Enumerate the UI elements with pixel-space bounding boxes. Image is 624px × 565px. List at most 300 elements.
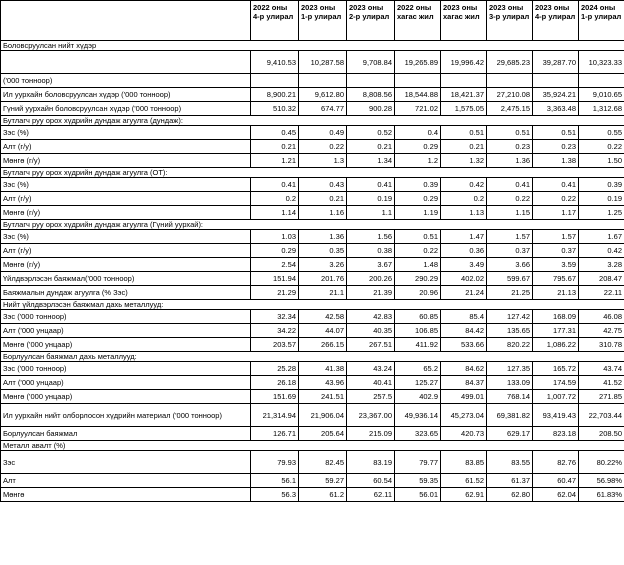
value-cell (487, 41, 533, 51)
value-cell: 1.48 (395, 258, 441, 272)
table-row (1, 244, 624, 258)
header-row (1, 1, 624, 41)
value-cell: 127.42 (487, 310, 533, 324)
value-cell: 49,936.14 (395, 404, 441, 427)
value-cell: 0.35 (299, 244, 347, 258)
value-cell: 0.4 (395, 126, 441, 140)
value-cell: 1.36 (299, 230, 347, 244)
section-row (1, 220, 624, 230)
value-cell: 69,381.82 (487, 404, 533, 427)
value-cell: 0.51 (487, 126, 533, 140)
row-label: Алт (г/у) (1, 244, 251, 258)
value-cell: 402.02 (441, 272, 487, 286)
column-header: 2023 оны 1-р улирал (299, 1, 347, 41)
table-row (1, 404, 624, 427)
value-cell: 45,273.04 (441, 404, 487, 427)
value-cell: 290.29 (395, 272, 441, 286)
value-cell: 533.66 (441, 338, 487, 352)
value-cell: 1,007.72 (533, 390, 579, 404)
value-cell: 0.55 (579, 126, 624, 140)
value-cell: 0.22 (299, 140, 347, 154)
row-label: Зэс (%) (1, 230, 251, 244)
value-cell: 27,210.08 (487, 88, 533, 102)
value-cell: 3.49 (441, 258, 487, 272)
value-cell: 0.51 (395, 230, 441, 244)
value-cell: 59.27 (299, 474, 347, 488)
value-cell (251, 168, 299, 178)
column-header: 2024 оны 1-р улирал (579, 1, 624, 41)
value-cell: 40.41 (347, 376, 395, 390)
value-cell: 44.07 (299, 324, 347, 338)
section-row (1, 441, 624, 451)
value-cell: 165.72 (533, 362, 579, 376)
value-cell: 1.16 (299, 206, 347, 220)
value-cell: 10,287.58 (299, 51, 347, 74)
value-cell (441, 116, 487, 126)
value-cell: 0.49 (299, 126, 347, 140)
value-cell (395, 300, 441, 310)
value-cell: 1.14 (251, 206, 299, 220)
value-cell: 8,808.56 (347, 88, 395, 102)
value-cell: 208.50 (579, 427, 624, 441)
table-row (1, 338, 624, 352)
value-cell: 510.32 (251, 102, 299, 116)
table-row (1, 324, 624, 338)
table-row (1, 140, 624, 154)
value-cell: 133.09 (487, 376, 533, 390)
value-cell: 323.65 (395, 427, 441, 441)
value-cell: 62.11 (347, 488, 395, 502)
value-cell: 42.83 (347, 310, 395, 324)
value-cell: 22.11 (579, 286, 624, 300)
value-cell: 1.03 (251, 230, 299, 244)
value-cell (441, 300, 487, 310)
value-cell (347, 116, 395, 126)
value-cell: 62.04 (533, 488, 579, 502)
value-cell: 215.09 (347, 427, 395, 441)
value-cell: 0.29 (251, 244, 299, 258)
column-header: 2023 оны хагас жил (441, 1, 487, 41)
value-cell (533, 220, 579, 230)
value-cell (487, 441, 533, 451)
row-label: Алт (1, 474, 251, 488)
value-cell: 200.26 (347, 272, 395, 286)
row-label: Боловсруулсан нийт хүдэр (1, 41, 251, 51)
row-label: Алт (г/у) (1, 140, 251, 154)
value-cell: 1.34 (347, 154, 395, 168)
value-cell (579, 441, 624, 451)
value-cell: 21.13 (533, 286, 579, 300)
value-cell: 42.58 (299, 310, 347, 324)
column-header: 2022 оны 4-р улирал (251, 1, 299, 41)
table-row (1, 427, 624, 441)
value-cell: 106.85 (395, 324, 441, 338)
value-cell: 0.19 (347, 192, 395, 206)
value-cell: 1.36 (487, 154, 533, 168)
value-cell (441, 441, 487, 451)
value-cell (299, 168, 347, 178)
value-cell: 402.9 (395, 390, 441, 404)
value-cell: 0.42 (579, 244, 624, 258)
value-cell: 201.76 (299, 272, 347, 286)
value-cell: 0.39 (579, 178, 624, 192)
value-cell (395, 168, 441, 178)
value-cell (251, 74, 299, 88)
value-cell: 795.67 (533, 272, 579, 286)
value-cell (441, 352, 487, 362)
value-cell: 62.91 (441, 488, 487, 502)
value-cell: 0.51 (533, 126, 579, 140)
value-cell: 0.19 (579, 192, 624, 206)
table-row (1, 126, 624, 140)
row-label: Нийт үйлдвэрлэсэн баяжмал дахь металлууд: (1, 300, 251, 310)
value-cell: 266.15 (299, 338, 347, 352)
value-cell: 0.2 (251, 192, 299, 206)
value-cell (251, 220, 299, 230)
table-row (1, 286, 624, 300)
value-cell: 84.37 (441, 376, 487, 390)
row-label: Мөнгө (1, 488, 251, 502)
table-row (1, 102, 624, 116)
value-cell: 0.42 (441, 178, 487, 192)
value-cell: 20.96 (395, 286, 441, 300)
value-cell: 177.31 (533, 324, 579, 338)
value-cell: 60.54 (347, 474, 395, 488)
value-cell: 0.36 (441, 244, 487, 258)
value-cell (299, 116, 347, 126)
value-cell: 41.52 (579, 376, 624, 390)
value-cell: 174.59 (533, 376, 579, 390)
value-cell: 1.57 (533, 230, 579, 244)
value-cell (251, 352, 299, 362)
value-cell: 0.37 (533, 244, 579, 258)
value-cell: 1.21 (251, 154, 299, 168)
value-cell: 0.21 (347, 140, 395, 154)
header-label-cell (1, 1, 251, 41)
row-label: Зэс (%) (1, 178, 251, 192)
row-label: Мөнгө ('000 унцаар) (1, 390, 251, 404)
value-cell: 42.75 (579, 324, 624, 338)
value-cell: 93,419.43 (533, 404, 579, 427)
value-cell (441, 168, 487, 178)
table-row (1, 230, 624, 244)
value-cell: 34.22 (251, 324, 299, 338)
value-cell: 721.02 (395, 102, 441, 116)
value-cell (533, 168, 579, 178)
table-row (1, 74, 624, 88)
value-cell: 0.51 (441, 126, 487, 140)
value-cell: 26.18 (251, 376, 299, 390)
row-label: Мөнгө (г/у) (1, 206, 251, 220)
value-cell (251, 41, 299, 51)
value-cell: 0.22 (487, 192, 533, 206)
value-cell: 0.23 (487, 140, 533, 154)
value-cell (533, 116, 579, 126)
value-cell: 79.77 (395, 451, 441, 474)
column-header: 2022 оны хагас жил (395, 1, 441, 41)
row-label: Алт (г/у) (1, 192, 251, 206)
value-cell (299, 220, 347, 230)
value-cell: 1.2 (395, 154, 441, 168)
row-label: Алт ('000 унцаар) (1, 376, 251, 390)
row-label: Үйлдвэрлэсэн баяжмал('000 тонноор) (1, 272, 251, 286)
value-cell: 56.98% (579, 474, 624, 488)
value-cell: 0.52 (347, 126, 395, 140)
value-cell: 3.67 (347, 258, 395, 272)
value-cell: 0.41 (533, 178, 579, 192)
section-row (1, 300, 624, 310)
value-cell: 0.41 (347, 178, 395, 192)
value-cell: 43.74 (579, 362, 624, 376)
value-cell: 61.2 (299, 488, 347, 502)
value-cell: 151.69 (251, 390, 299, 404)
value-cell: 1.57 (487, 230, 533, 244)
value-cell: 1.15 (487, 206, 533, 220)
section-row (1, 116, 624, 126)
value-cell: 1.38 (533, 154, 579, 168)
value-cell: 1.56 (347, 230, 395, 244)
value-cell: 43.24 (347, 362, 395, 376)
value-cell: 0.45 (251, 126, 299, 140)
value-cell (299, 352, 347, 362)
table-row (1, 206, 624, 220)
value-cell: 0.38 (347, 244, 395, 258)
row-label: Зэс (%) (1, 126, 251, 140)
row-label: Бутлагч руу орох хүдрийн дундаж агуулга (ОТ): (1, 168, 251, 178)
value-cell: 41.38 (299, 362, 347, 376)
value-cell (441, 41, 487, 51)
value-cell: 3.26 (299, 258, 347, 272)
value-cell: 84.42 (441, 324, 487, 338)
value-cell: 203.57 (251, 338, 299, 352)
value-cell: 168.09 (533, 310, 579, 324)
value-cell (347, 441, 395, 451)
value-cell: 9,010.65 (579, 88, 624, 102)
value-cell: 1.17 (533, 206, 579, 220)
value-cell: 208.47 (579, 272, 624, 286)
value-cell: 22,703.44 (579, 404, 624, 427)
value-cell: 61.52 (441, 474, 487, 488)
value-cell: 56.3 (251, 488, 299, 502)
value-cell: 65.2 (395, 362, 441, 376)
value-cell: 32.34 (251, 310, 299, 324)
value-cell: 205.64 (299, 427, 347, 441)
value-cell (395, 441, 441, 451)
row-label: Бутлагч руу орох хүдрийн дундаж агуулга (Гүний уурхай): (1, 220, 251, 230)
value-cell: 3.28 (579, 258, 624, 272)
value-cell: 0.41 (487, 178, 533, 192)
value-cell: 1.13 (441, 206, 487, 220)
table-row (1, 310, 624, 324)
value-cell: 0.22 (579, 140, 624, 154)
value-cell (395, 74, 441, 88)
value-cell: 9,612.80 (299, 88, 347, 102)
value-cell: 82.45 (299, 451, 347, 474)
value-cell: 82.76 (533, 451, 579, 474)
value-cell: 0.37 (487, 244, 533, 258)
value-cell: 79.93 (251, 451, 299, 474)
value-cell: 0.21 (441, 140, 487, 154)
value-cell: 310.78 (579, 338, 624, 352)
value-cell: 499.01 (441, 390, 487, 404)
value-cell: 21.1 (299, 286, 347, 300)
value-cell: 39,287.70 (533, 51, 579, 74)
value-cell: 135.65 (487, 324, 533, 338)
row-label: Мөнгө ('000 унцаар) (1, 338, 251, 352)
value-cell (251, 441, 299, 451)
value-cell (299, 41, 347, 51)
value-cell: 0.43 (299, 178, 347, 192)
value-cell: 1.32 (441, 154, 487, 168)
value-cell: 3.59 (533, 258, 579, 272)
value-cell (299, 74, 347, 88)
table-row (1, 192, 624, 206)
row-label: Борлуулсан баяжмал дахь металлууд: (1, 352, 251, 362)
value-cell: 59.35 (395, 474, 441, 488)
value-cell: 18,421.37 (441, 88, 487, 102)
value-cell: 411.92 (395, 338, 441, 352)
value-cell: 267.51 (347, 338, 395, 352)
value-cell: 420.73 (441, 427, 487, 441)
section-row (1, 168, 624, 178)
value-cell: 19,265.89 (395, 51, 441, 74)
column-header: 2023 оны 4-р улирал (533, 1, 579, 41)
value-cell: 40.35 (347, 324, 395, 338)
value-cell: 62.80 (487, 488, 533, 502)
value-cell: 9,708.84 (347, 51, 395, 74)
value-cell: 820.22 (487, 338, 533, 352)
value-cell (579, 116, 624, 126)
value-cell (579, 352, 624, 362)
table-body (1, 41, 624, 502)
value-cell: 80.22% (579, 451, 624, 474)
row-label: Ил уурхайн боловсруулсан хүдэр ('000 тонноор) (1, 88, 251, 102)
value-cell: 8,900.21 (251, 88, 299, 102)
value-cell: 43.96 (299, 376, 347, 390)
value-cell: 1.25 (579, 206, 624, 220)
value-cell: 2,475.15 (487, 102, 533, 116)
value-cell: 125.27 (395, 376, 441, 390)
value-cell (579, 220, 624, 230)
value-cell: 83.19 (347, 451, 395, 474)
row-label: Зэс ('000 тонноор) (1, 362, 251, 376)
value-cell: 56.1 (251, 474, 299, 488)
value-cell: 823.18 (533, 427, 579, 441)
row-label: Баяжмалын дундаж агуулга (% Зэс) (1, 286, 251, 300)
value-cell: 629.17 (487, 427, 533, 441)
value-cell (347, 168, 395, 178)
table-row (1, 474, 624, 488)
value-cell: 900.28 (347, 102, 395, 116)
table-row (1, 51, 624, 74)
value-cell: 271.85 (579, 390, 624, 404)
value-cell: 21,314.94 (251, 404, 299, 427)
value-cell: 257.5 (347, 390, 395, 404)
value-cell: 1,086.22 (533, 338, 579, 352)
value-cell: 3.66 (487, 258, 533, 272)
value-cell: 83.55 (487, 451, 533, 474)
value-cell: 0.39 (395, 178, 441, 192)
value-cell (533, 300, 579, 310)
value-cell (347, 74, 395, 88)
value-cell (395, 41, 441, 51)
value-cell: 1,575.05 (441, 102, 487, 116)
table-row (1, 488, 624, 502)
value-cell: 46.08 (579, 310, 624, 324)
row-label (1, 51, 251, 74)
value-cell: 1.1 (347, 206, 395, 220)
value-cell (579, 168, 624, 178)
row-label: Алт ('000 унцаар) (1, 324, 251, 338)
value-cell (487, 220, 533, 230)
value-cell: 1.50 (579, 154, 624, 168)
value-cell (579, 300, 624, 310)
value-cell (579, 41, 624, 51)
value-cell: 0.41 (251, 178, 299, 192)
value-cell: 21.24 (441, 286, 487, 300)
value-cell: 29,685.23 (487, 51, 533, 74)
value-cell: 61.37 (487, 474, 533, 488)
value-cell (395, 220, 441, 230)
row-label: Мөнгө (г/у) (1, 258, 251, 272)
value-cell: 0.2 (441, 192, 487, 206)
value-cell: 21.25 (487, 286, 533, 300)
value-cell: 18,544.88 (395, 88, 441, 102)
table-row (1, 178, 624, 192)
table-row (1, 272, 624, 286)
value-cell (487, 352, 533, 362)
value-cell: 0.29 (395, 140, 441, 154)
row-label: Бутлагч руу орох хүдрийн дундаж агуулга (дундаж): (1, 116, 251, 126)
value-cell (533, 41, 579, 51)
value-cell (441, 220, 487, 230)
value-cell (347, 300, 395, 310)
value-cell (251, 300, 299, 310)
value-cell: 2.54 (251, 258, 299, 272)
row-label: Мөнгө (г/у) (1, 154, 251, 168)
value-cell: 60.47 (533, 474, 579, 488)
value-cell: 21.29 (251, 286, 299, 300)
value-cell (487, 116, 533, 126)
value-cell: 25.28 (251, 362, 299, 376)
value-cell: 1.67 (579, 230, 624, 244)
value-cell (579, 74, 624, 88)
value-cell: 84.62 (441, 362, 487, 376)
row-label: Зэс (1, 451, 251, 474)
value-cell (347, 352, 395, 362)
row-label: Гүний уурхайн боловсруулсан хүдэр ('000 тонноор) (1, 102, 251, 116)
value-cell (487, 168, 533, 178)
value-cell: 0.21 (251, 140, 299, 154)
column-header: 2023 оны 3-р улирал (487, 1, 533, 41)
value-cell: 85.4 (441, 310, 487, 324)
value-cell (299, 441, 347, 451)
section-row (1, 352, 624, 362)
table-row (1, 154, 624, 168)
value-cell: 83.85 (441, 451, 487, 474)
value-cell (299, 300, 347, 310)
value-cell: 674.77 (299, 102, 347, 116)
value-cell: 0.21 (299, 192, 347, 206)
value-cell: 19,996.42 (441, 51, 487, 74)
value-cell: 0.23 (533, 140, 579, 154)
table-row (1, 258, 624, 272)
table-row (1, 376, 624, 390)
value-cell: 9,410.53 (251, 51, 299, 74)
column-header: 2023 оны 2-р улирал (347, 1, 395, 41)
value-cell (533, 74, 579, 88)
table-row (1, 362, 624, 376)
